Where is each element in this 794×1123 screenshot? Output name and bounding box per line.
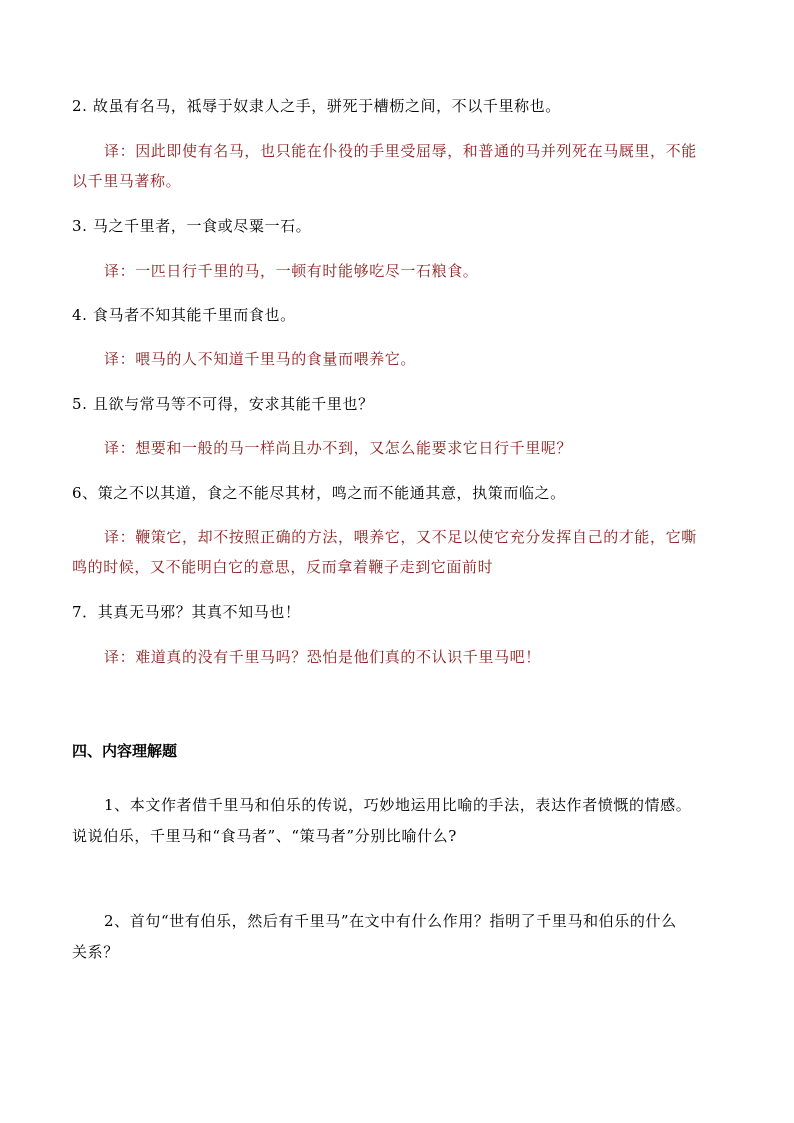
source-sentence-5: 5. 且欲与常马等不可得，安求其能千里也？ [72,395,374,413]
translation-3: 译：一匹日行千里的马，一顿有时能够吃尽一石粮食。 [104,262,479,280]
source-sentence-7: 7．其真无马邪？其真不知马也！ [72,603,301,621]
source-sentence-6: 6、策之不以其道，食之不能尽其材，鸣之而不能通其意，执策而临之。 [72,484,566,502]
question-1-line-2: 说说伯乐，千里马和“食马者”、“策马者”分别比喻什么? [72,827,457,845]
translation-5: 译：想要和一般的马一样尚且办不到，又怎么能要求它日行千里呢？ [104,439,573,457]
translation-4: 译：喂马的人不知道千里马的食量而喂养它。 [104,350,417,368]
question-1-line-1: 1、本文作者借千里马和伯乐的传说，巧妙地运用比喻的手法，表达作者愤慨的情感。 [104,796,692,814]
source-sentence-4: 4. 食马者不知其能千里而食也。 [72,306,296,324]
section-title: 四、内容理解题 [72,742,178,760]
translation-6-line-2: 鸣的时候，又不能明白它的意思，反而拿着鞭子走到它面前时 [72,558,494,576]
question-2-line-1: 2、首句“世有伯乐，然后有千里马”在文中有什么作用？指明了千里马和伯乐的什么 [104,912,677,930]
question-2-line-2: 关系？ [72,943,119,961]
source-sentence-3: 3. 马之千里者，一食或尽粟一石。 [72,217,312,235]
translation-6-line-1: 译：鞭策它，却不按照正确的方法，喂养它，又不足以使它充分发挥自己的才能，它嘶 [104,528,697,546]
source-sentence-2: 2. 故虽有名马，祗辱于奴隶人之手，骈死于槽枥之间，不以千里称也。 [72,97,561,115]
translation-2-line-1: 译：因此即使有名马，也只能在仆役的手里受屈辱，和普通的马并列死在马厩里，不能 [104,142,697,160]
translation-2-line-2: 以千里马著称。 [72,172,182,190]
translation-7: 译：难道真的没有千里马吗？恐怕是他们真的不认识千里马吧！ [104,648,541,666]
